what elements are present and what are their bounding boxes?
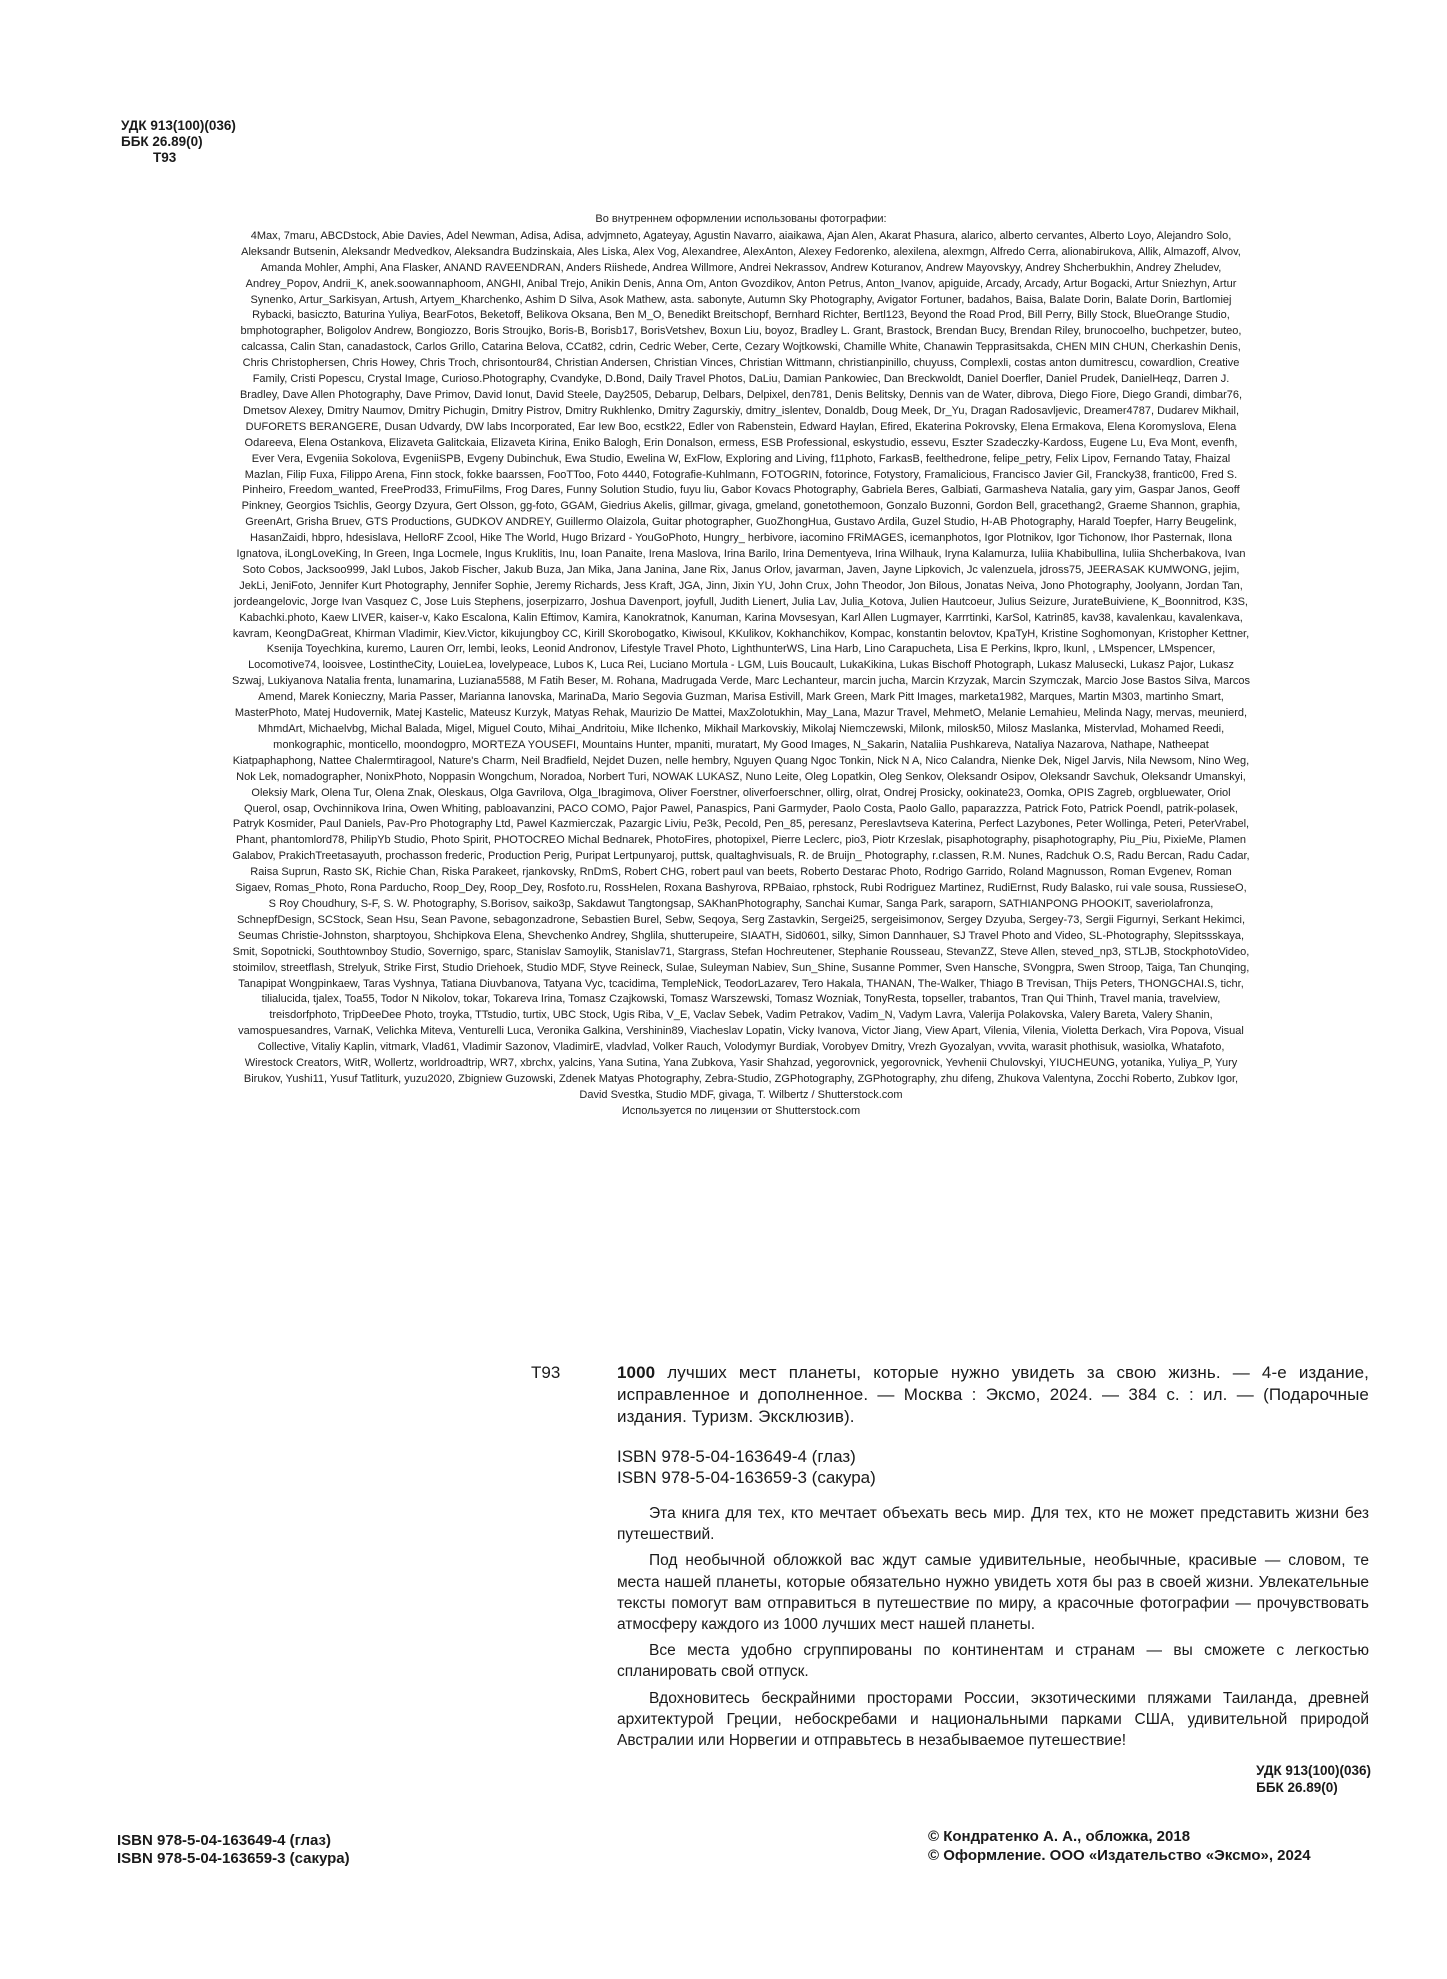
bbk-code: ББК 26.89(0) xyxy=(121,134,203,149)
copyright-line: © Оформление. ООО «Издательство «Эксмо», 2024 xyxy=(928,1847,1311,1864)
annotation xyxy=(617,1503,1369,1756)
isbn-line: ISBN 978-5-04-163649-4 (глаз) xyxy=(617,1447,856,1466)
bbk-code: ББК 26.89(0) xyxy=(1256,1780,1338,1795)
classification-footer xyxy=(1256,1762,1371,1796)
isbn-list xyxy=(617,1446,876,1488)
biblio-description: лучших мест планеты, которые нужно увидеть за свою жизнь. — 4-е издание, исправленное и дополненное. — Москва : Эксмо, 2024. — 384 с. : ил. — (Подарочные издания. Туризм. Эксклюзив). xyxy=(617,1363,1369,1426)
annotation-paragraph: Все места удобно сгруппированы по континентам и странам — вы сможете с легкостью спланировать свой отпуск. xyxy=(617,1642,1369,1681)
author-mark: Т93 xyxy=(153,150,177,165)
biblio-author-mark: Т93 xyxy=(531,1363,561,1382)
copyright-block xyxy=(928,1827,1311,1865)
udk-code: УДК 913(100)(036) xyxy=(1256,1763,1371,1778)
classification-header xyxy=(121,118,236,166)
photo-credits-list: 4Max, 7maru, ABCDstock, Abie Davies, Adel Newman, Adisa, Adisa, advjmneto, Agateyay, Agustin Navarro, aiaikawa, Ajan Alen, Akarat Phasura, alarico, alberto cervantes, Alberto Loyo, Alejandro Solo, Aleksandr Butsenin, Aleksandr Medvedkov, Aleksandra Budzinskaia, Ales Liska, Alex Vog, Alexandree, AlexAnton, Alexey Fedorenko, alexilena, alexmgn, Alfredo Cerra, alionabirukova, Allik, Almazoff, Alvov, Amanda Mohler, Amphi, Ana Flasker, ANAND RAVEENDRAN, Anders Riishede, Andrea Willmore, Andrei Nekrassov, Andrew Koturanov, Andrew Mayovskyy, Andrey Shcherbukhin, Andrey Zheludev, Andrey_Popov, Andrii_K, anek.soowannaphoom, ANGHI, Anibal Trejo, Anikin Denis, Anna Om, Anton Gvozdikov, Anton Petrus, Anton_Ivanov, apiguide, Arcady, Arcady, Artur Bogacki, Artur Sniezhyn, Artur Synenko, Artur_Sarkisyan, Artush, Artyem_Kharchenko, Ashim D Silva, Asok Mathew, asta. sabonyte, Autumn Sky Photography, Avigator Fortuner, badahos, Baisa, Balate Dorin, Balate Dorin, Bartlomiej Rybacki, basiczto, Baturina Yuliya, BearFotos, Beketoff, Belikova Oksana, Ben M_O, Benedikt Breitschopf, Bernhard Richter, Bertl123, Beyond the Road Prod, Bill Perry, Billy Stock, BlueOrange Studio, bmphotographer, Boligolov Andrew, Bongiozzo, Boris Stroujko, Boris-B, Borisb17, BorisVetshev, Boxun Liu, boyoz, Bradley L. Grant, Brastock, Brendan Bucy, Brendan Riley, brunocoelho, buchpetzer, buteo, calcassa, Calin Stan, canadastock, Carlos Grillo, Catarina Belova, CCat82, cdrin, Cedric Weber, Certe, Cezary Wojtkowski, Chamille White, Chanawin Tepprasitsakda, CHEN MIN CHUN, Cherkashin Denis, Chris Christophersen, Chris Howey, Chris Troch, chrisontour84, Christian Andersen, Christian Vinces, Christian Wittmann, christianpinillo, chuyuss, Complexli, costas anton dumitrescu, cowardlion, Creative Family, Cristi Popescu, Crystal Image, Curioso.Photography, Cvandyke, D.Bond, Daily Travel Photos, DaLiu, Damian Pankowiec, Dan Breckwoldt, Daniel Doerfler, Daniel Prudek, DanielHeqz, Darren J. Bradley, Dave Allen Photography, Dave Primov, David Ionut, David Steele, Day2505, Debarup, Delbars, Delpixel, den781, Denis Belitsky, Dennis van de Water, dibrova, Diego Fiore, Diego Grandi, dimbar76, Dmetsov Alexey, Dmitry Naumov, Dmitry Pichugin, Dmitry Pistrov, Dmitry Rukhlenko, Dmitry Zagurskiy, dmitry_islentev, Donaldb, Doug Meek, Dr_Yu, Dragan Radosavljevic, Dreamer4787, Dudarev Mikhail, DUFORETS BERANGERE, Dusan Udvardy, DW labs Incorporated, Ear Iew Boo, ecstk22, Edler von Rabenstein, Edward Haylan, Efired, Ekaterina Pokrovsky, Elena Ermakova, Elena Koromyslova, Elena Odareeva, Elena Ostankova, Elizaveta Galitckaia, Elizaveta Kirina, Eniko Balogh, Erin Donalson, ermess, ESB Professional, eskystudio, essevu, Eszter Szadeczky-Kardoss, Eugene Lu, Eva Mont, evenfh, Ever Vera, Evgeniia Sokolova, EvgeniiSPB, Evgeny Dubinchuk, Ewa Studio, Ewelina W, ExFlow, Exploring and Living, f11photo, FarkasB, feelthedrone, felipe_petry, Felix Lipov, Fernando Tatay, Fhaizal Mazlan, Filip Fuxa, Filippo Arena, Finn stock, fokke baarssen, FooTToo, Foto 4440, Fotografie-Kuhlmann, FOTOGRIN, fotorince, Fotystory, Framalicious, Francisco Javier Gil, Francky38, frantic00, Fred S. Pinheiro, Freedom_wanted, FreeProd33, FrimuFilms, Frog Dares, Funny Solution Studio, fuyu liu, Gabor Kovacs Photography, Gabriela Beres, Galbiati, Garmasheva Natalia, gary yim, Gaspar Janos, Geoff Pinkney, Georgios Tsichlis, Georgy Dzyura, Gert Olsson, gg-foto, GGAM, Giedrius Akelis, gillmar, givaga, gmeland, gonetothemoon, Gonzalo Buzonni, Gordon Bell, gracethang2, Graeme Shannon, graphia, GreenArt, Grisha Bruev, GTS Productions, GUDKOV ANDREY, Guillermo Olaizola, Guitar photographer, GuoZhongHua, Gustavo Ardila, Guzel Studio, H-AB Photography, Harald Toepfer, Harry Beugelink, HasanZaidi, hbpro, hdesislava, HelloRF Zcool, Hike The World, Hugo Brizard - YouGoPhoto, Hungry_ herbivore, iacomino FRiMAGES, icemanphotos, Igor Plotnikov, Igor Tichonow, Ihor Pasternak, Ilona Ignatova, iLongLoveKing, In Green, Inga Locmele, Ingus Kruklitis, Inu, Ioan Panaite, Irena Maslova, Irina Barilo, Irina Dementyeva, Irina Wilhauk, Iryna Kalamurza, Iuliia Khabibullina, Iuliia Shcherbakova, Ivan Soto Cobos, Jacksoo999, Jakl Lubos, Jakob Fischer, Jakub Buza, Jan Mika, Jana Janina, Jane Rix, Janus Orlov, javarman, Javen, Jayne Lipkovich, Jc valenzuela, jdross75, JEERASAK KUMWONG, jejim, JekLi, JeniFoto, Jennifer Kurt Photography, Jennifer Sophie, Jeremy Richards, Jess Kraft, JGA, Jinn, Jixin YU, John Crux, John Theodor, Jon Bilous, Jonatas Neiva, Jono Photography, Joolyann, Jordan Tan, jordeangelovic, Jorge Ivan Vasquez C, Jose Luis Stephens, joserpizarro, Joshua Davenport, joyfull, Judith Lienert, Julia Lav, Julia_Kotova, Julien Hautcoeur, Julius Seizure, JurateBuiviene, K_Boonnitrod, K3S, Kabachki.photo, Kaew LIVER, kaiser-v, Kako Escalona, Kalin Eftimov, Kamira, Kanokratnok, Kanuman, Karina Movsesyan, Karl Allen Lugmayer, Karrrtinki, KarSol, Katrin85, kav38, kavalenkau, kavalenkava, kavram, KeongDaGreat, Khirman Vladimir, Kiev.Victor, kikujungboy CC, Kirill Skorobogatko, Kiwisoul, KKulikov, Kokhanchikov, Kompac, konstantin belovtov, KpaTyH, Kristine Soghomonyan, Kristopher Kettner, Ksenija Toyechkina, kuremo, Lauren Orr, lembi, leoks, Leonid Andronov, Lifestyle Travel Photo, LighthunterWS, Lina Harb, Lino Carapucheta, Lisa E Perkins, lkpro, lkunl, , LMspencer, LMspencer, Locomotive74, looisvee, LostintheCity, LouieLea, lovelypeace, Lubos K, Luca Rei, Luciano Mortula - LGM, Luis Boucault, LukaKikina, Lukas Bischoff Photograph, Lukasz Malusecki, Lukasz Pajor, Lukasz Szwaj, Lukiyanova Natalia frenta, lunamarina, Luziana5588, M Fatih Beser, M. Rohana, Madrugada Verde, Marc Lechanteur, marcin jucha, Marcin Krzyzak, Marcin Szymczak, Marcio Jose Bastos Silva, Marcos Amend, Marek Konieczny, Maria Passer, Marianna Ianovska, MarinaDa, Mario Segovia Guzman, Marisa Estivill, Mark Green, Mark Pitt Images, marketa1982, Marques, Martin M303, martinho Smart, MasterPhoto, Matej Hudovernik, Matej Kastelic, Mateusz Kurzyk, Matyas Rehak, Maurizio De Mattei, MaxZolotukhin, May_Lana, Mazur Travel, MehmetO, Melanie Lemahieu, Melinda Nagy, mervas, meunierd, MhmdArt, Michaelvbg, Michal Balada, Migel, Miguel Couto, Mihai_Andritoiu, Mike Ilchenko, Mikhail Markovskiy, Mikolaj Niemczewski, Milonk, milosk50, Milosz Maslanka, Mistervlad, Mohamed Reedi, monkographic, monticello, moondogpro, MORTEZA YOUSEFI, Mountains Hunter, mpaniti, muratart, My Good Images, N_Sakarin, Nataliia Pushkareva, Nataliya Nazarova, Nathape, Natheepat Kiatpaphaphong, Nattee Chalermtiragool, Nature's Charm, Neil Bradfield, Nejdet Duzen, nelle hembry, Nguyen Quang Ngoc Tonkin, Nick N A, Nico Calandra, Nienke Dek, Nigel Jarvis, Nila Newsom, Nino Weg, Nok Lek, nomadographer, NonixPhoto, Noppasin Wongchum, Noradoa, Norbert Turi, NOWAK LUKASZ, Nuno Leite, Oleg Lopatkin, Oleg Senkov, Oleksandr Osipov, Oleksandr Savchuk, Oleksandr Umanskyi, Oleksiy Mark, Olena Tur, Olena Znak, Oleskaus, Olga Gavrilova, Olga_Ibragimova, Oliver Foerstner, oliverfoerschner, ollirg, olrat, Ondrej Prosicky, ookinate23, Oomka, OPIS Zagreb, orgbluewater, Oriol Querol, osap, Ovchinnikova Irina, Owen Whiting, pabloavanzini, PACO COMO, Pajor Pawel, Panaspics, Pani Garmyder, Paolo Costa, Paolo Gallo, paparazzza, Patrick Foto, Patrick Poendl, patrik-polasek, Patryk Kosmider, Paul Daniels, Pav-Pro Photography Ltd, Pawel Kazmierczak, Pazargic Liviu, Pe3k, Pecold, Pen_85, peresanz, Pereslavtseva Katerina, Perfect Lazybones, Peter Wollinga, Peteri, PeterVrabel, Phant, phantomlord78, PhilipYb Studio, Photo Spirit, PHOTOCREO Michal Bednarek, PhotoFires, photopixel, Pierre Leclerc, pio3, Piotr Krzeslak, pisaphotography, pisaphotography, Piu_Piu, PixieMe, Plamen Galabov, PrakichTreetasayuth, prochasson frederic, Production Perig, Puripat Lertpunyaroj, puttsk, qualtaghvisuals, R. de Bruijn_ Photography, r.classen, R.M. Nunes, Radchuk O.S, Radu Bercan, Radu Cadar, Raisa Suprun, Rasto SK, Richie Chan, Riska Parakeet, rjankovsky, RnDmS, Robert CHG, robert paul van beets, Roberto Destarac Photo, Rodrigo Garrido, Roland Magnusson, Roman Evgenev, Roman Sigaev, Romas_Photo, Rona Parducho, Roop_Dey, Roop_Dey, Rosfoto.ru, RossHelen, Roxana Bashyrova, RPBaiao, rphstock, Rubi Rodriguez Martinez, RudiErnst, Rudy Balasko, rui vale sousa, RussieseO, S Roy Choudhury, S-F, S. W. Photography, S.Borisov, saiko3p, Sakdawut Tangtongsap, SAKhanPhotography, Sanchai Kumar, Sanga Park, saraporn, SATHIANPONG PHOOKIT, saveriolafronza, SchnepfDesign, SCStock, Sean Hsu, Sean Pavone, sebagonzadrone, Sebastien Burel, Sebw, Seqoya, Serg Zastavkin, Sergei25, sergeisimonov, Sergey Dzyuba, Sergey-73, Sergii Figurnyi, Serkant Hekimci, Seumas Christie-Johnston, sharptoyou, Shchipkova Elena, Shevchenko Andrey, Shglila, shutterupeire, SIAATH, Sid0601, silky, Simon Dannhauer, SJ Travel Photo and Video, SL-Photography, Slepitssskaya, Smit, Sopotnicki, Southtownboy Studio, Sovernigo, sparc, Stanislav Samoylik, Stanislav71, Stargrass, Stefan Hochreutener, Stephanie Rousseau, StevanZZ, Steve Allen, steved_np3, STLJB, StockphotoVideo, stoimilov, streetflash, Strelyuk, Strike First, Studio Driehoek, Studio MDF, Styve Reineck, Sulae, Suleyman Nabiev, Sun_Shine, Susanne Pommer, Sven Hansche, SVongpra, Swen Stroop, Taiga, Tan Chunqing, Tanapipat Wongpinkaew, Taras Vyshnya, Tatiana Diuvbanova, Tatyana Vyc, tcacidima, TempleNick, TeodorLazarev, Tero Hakala, THANAN, The-Walker, Thiago B Trevisan, Thijs Peters, THONGCHAI.S, tichr, tilialucida, tjalex, Toa55, Todor N Nikolov, tokar, Tokareva Irina, Tomasz Czajkowski, Tomasz Warszewski, Tomasz Wozniak, TonyResta, topseller, trabantos, Tran Qui Thinh, Travel mania, travelview, treisdorfphoto, TripDeeDee Photo, troyka, TTstudio, turtix, UBC Stock, Ugis Riba, V_E, Vaclav Sebek, Vadim Petrakov, Vadim_N, Vadym Lavra, Valerija Polakovska, Valery Bareta, Valery Shanin, vamospuesandres, VarnaK, Velichka Miteva, Venturelli Luca, Veronika Galkina, Vershinin89, Viacheslav Lopatin, Vicky Ivanova, Victor Jiang, View Apart, Vilenia, Vilenia, Violetta Derkach, Vira Popova, Visual Collective, Vitaliy Kaplin, vitmark, Vlad61, Vladimir Sazonov, VladimirE, vladvlad, Volker Rauch, Volodymyr Burdiak, Vorobyev Dmitry, Vrezh Gyozalyan, vvvita, warasit phothisuk, wasiolka, Whatafoto, Wirestock Creators, WitR, Wollertz, worldroadtrip, WR7, xbrchx, yalcins, Yana Sutina, Yana Zubkova, Yasir Shahzad, yegorovnick, yegorovnick, Yevhenii Chulovskyi, YIUCHEUNG, yotanika, Yuliya_P, Yury Birukov, Yushi11, Yusuf Tatliturk, yuzu2020, Zbigniew Guzowski, Zdenek Matyas Photography, Zebra-Studio, ZGPhotography, ZGPhotography, zhu difeng, Zhukova Valentyna, Zocchi Roberto, Zubkov Igor, David Svestka, Studio MDF, givaga, T. Wilbertz / Shutterstock.com xyxy=(232,229,1250,1101)
photo-credits-intro: Во внутреннем оформлении использованы фотографии: xyxy=(595,213,887,225)
annotation-paragraph: Под необычной обложкой вас ждут самые удивительные, необычные, красивые — словом, те места нашей планеты, которые обязательно нужно увидеть хотя бы раз в своей жизни. Увлекательные тексты помогут вам отправиться в путешествие по миру, а красочные фотографии — прочувствовать атмосферу каждого из 1000 лучших мест нашей планеты. xyxy=(617,1552,1369,1634)
isbn-footer xyxy=(117,1832,350,1867)
biblio-title-number: 1000 xyxy=(617,1363,656,1382)
udk-code: УДК 913(100)(036) xyxy=(121,118,236,133)
isbn-line: ISBN 978-5-04-163659-3 (сакура) xyxy=(617,1468,876,1487)
annotation-paragraph: Вдохновитесь бескрайними просторами России, экзотическими пляжами Таиланда, древней архитектурой Греции, небоскребами и национальными парками США, удивительной природой Австралии или Норвегии и отправьтесь в незабываемое путешествие! xyxy=(617,1689,1369,1750)
photo-credits-block xyxy=(232,212,1250,1120)
license-note: Используется по лицензии от Shutterstock.com xyxy=(621,1104,861,1117)
bibliographic-record xyxy=(617,1362,1369,1428)
annotation-paragraph: Эта книга для тех, кто мечтает объехать весь мир. Для тех, кто не может представить жизни без путешествий. xyxy=(617,1505,1369,1544)
isbn-line: ISBN 978-5-04-163649-4 (глаз) xyxy=(117,1832,331,1849)
isbn-line: ISBN 978-5-04-163659-3 (сакура) xyxy=(117,1849,350,1867)
copyright-line: © Кондратенко А. А., обложка, 2018 xyxy=(928,1828,1191,1845)
